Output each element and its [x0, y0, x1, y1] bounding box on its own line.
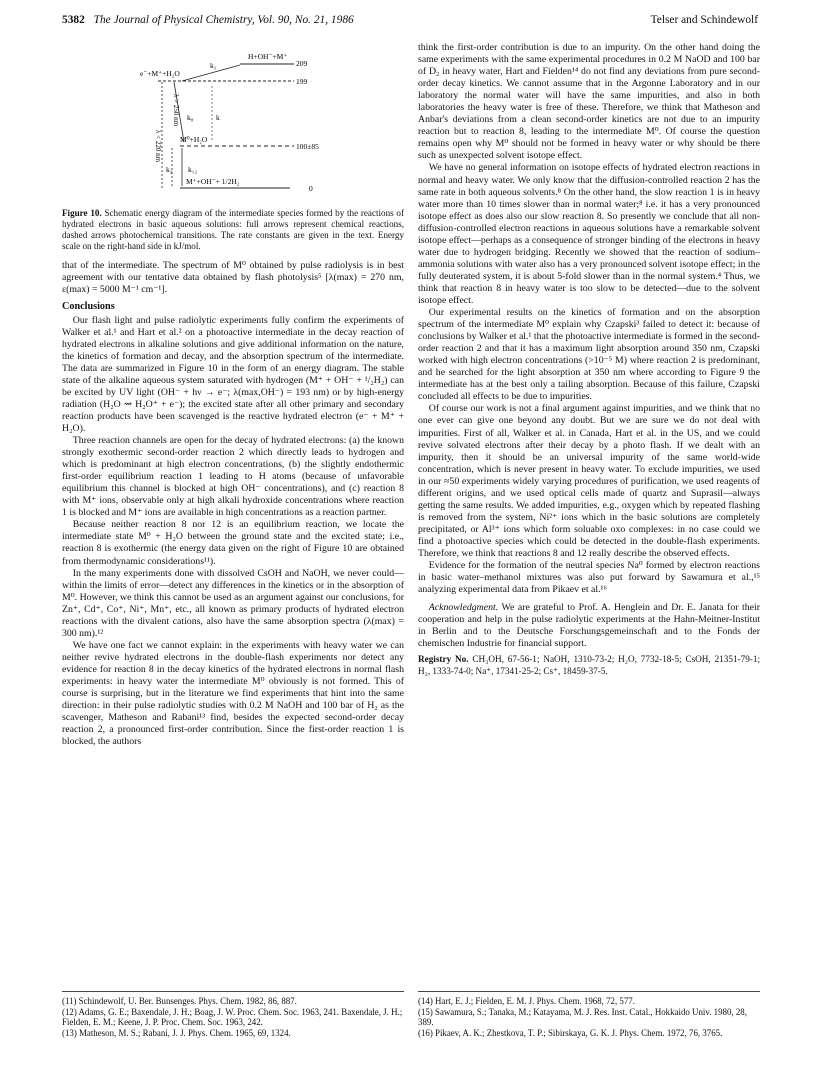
- reference-item: (13) Matheson, M. S.; Rabani, J. J. Phys. Chem. 1965, 69, 1324.: [62, 1027, 291, 1038]
- label-mid-species: M⁰+H₂O: [180, 135, 208, 144]
- label-second-value: 199: [296, 77, 308, 86]
- reference-item: (11) Schindewolf, U. Ber. Bunsenges. Phys. Chem. 1982, 86, 887.: [62, 996, 297, 1006]
- reference-item: (16) Pikaev, A. K.; Zhestkova, T. P.; Sibirskaya, G. K. J. Phys. Chem. 1972, 76, 3765.: [418, 1027, 723, 1038]
- label-k8: k₈: [187, 113, 194, 122]
- registry-numbers: [418, 654, 760, 676]
- registry-text: CH₃OH, 67-56-1; NaOH, 1310-73-2; H₂O, 7732-18-5; CsOH, 21351-79-1; H₂, 1333-74-0; Na⁺, 17341-25-2; Cs⁺, 18459-37-5.: [418, 654, 760, 676]
- label-kx: k: [216, 113, 220, 122]
- acknowledgment: [418, 602, 760, 650]
- paragraph: think the first-order contribution is due to an impurity. On the other hand doing the same experiments with the same experimental procedures in 0.2 M NaOD and 100 bar of D₂ in heavy water, Hart and Fielden¹⁴ do not find any deviations from pure second-order decay kinetics. We cannot assume that in the Argonne Laboratory and in our laboratory the normal water will have the same impurities, and also in both laboratories the heavy water is free of these. Therefore, we think that Matheson and Anbar's deviations from a clean second-order kinetics are not due to an impurity reaction but to reaction 8, leading to the intermediate M⁰. Of course the question remains open why M⁰ should not be formed in heavy water or why should be there such as unexpected solvent isotope effect.: [418, 42, 760, 162]
- reference-item: (12) Adams, G. E.; Baxendale, J. H.; Boag, J. W. Proc. Chem. Soc. 1963, 241. Baxendale, J. H.; Fielden, E. M.; Keene, J. P. Proc. Chem. Soc. 1963, 242.: [62, 1006, 403, 1028]
- header-authors: Telser and Schindewolf: [650, 14, 758, 26]
- paragraph: We have one fact we cannot explain: in the experiments with heavy water we can neither revive hydrated electrons in the double-flash experiments nor detect any evidence for reaction 8 in the decay kinetics of the hydrated electrons in normal flash experiments: in heavy water the intermediate M⁰ obviously is not formed. This of course is surprising, but in the literature we find experiments that hint into the same direction: in their pulse radiolytic studies with 0.2 M NaOH and 100 bar of H₂ as the scavenger, Matheson and Rabani¹³ find, besides the expected second-order decay reaction 2, a pronounced first-order contribution. Since the first-order reaction 1 is blocked, the authors: [62, 639, 404, 748]
- figure-caption: [62, 208, 404, 252]
- right-column: [418, 42, 760, 677]
- paragraph: We have no general information on isotope effects of hydrated electron reactions in normal and heavy water. We only know that the diffusion-controlled reaction 2 has the same rate in both aqueous solvents.⁸ On the other hand, the slow reaction 1 is in heavy water more than 10 times slower than in normal water;⁸ i.e. it has a very pronounced isotope effect as does also our slow reaction 8. So presently we conclude that all non-diffusion-controlled electron reactions in aqueous solutions have a remarkable solvent isotope effect—perhaps as a consequence of stronger binding of the electrons in heavy water due to hydrogen bridging. Recently we showed that the reaction of sodium–ammonia solutions with water also has a very pronounced solvent isotope effect; in the fully deuterated system, it is about 5-fold slower than in the normal system.⁴ Thus, we think that reaction 8 in heavy water is too slow to be detected—due to the solvent isotope effect.: [418, 162, 760, 306]
- energy-diagram-figure: [62, 42, 404, 202]
- paragraph: Our experimental results on the kinetics of formation and on the absorption spectrum of the intermediate M⁰ explain why Czapski³ failed to detect it: because of conclusions by Walker et al.¹ that the photoactive intermediate is formed in the second-order reaction 2 and that it has a maximum light absorption around 350 nm, Czapski worked with high electron concentrations (>10⁻⁵ M) where reaction 2 is predominant, and he searched for the light absorption at 350 nm where according to Figure 9 the intermediate has at the best only a tailing absorption. Because of this failure, Czapski concluded all effects to be due to impurities.: [418, 307, 760, 403]
- left-column: [62, 42, 404, 748]
- page-number: 5382: [62, 14, 85, 26]
- label-wavelength-2: λ < 220 nm: [154, 130, 162, 163]
- label-wavelength-1: λ > 250 nm: [172, 94, 180, 127]
- figure-caption-label: Figure 10.: [62, 208, 102, 218]
- paragraph: Three reaction channels are open for the decay of hydrated electrons: (a) the known strongly exothermic second-order reaction 2 which directly leads to hydrogen and which is predominant at high electron concentrations, (b) the slightly endothermic first-order equilibrium reaction 1 leading to H atoms (because of unfavorable equilibrium this channel is blocked at high OH⁻ concentrations), and (c) reaction 8 with M⁺ ions, observable only at high alkali hydroxide concentrations where reaction 1 is blocked and M⁺ ions are available in high concentrations as a reaction partner.: [62, 435, 404, 519]
- label-electron-species: e⁻+M⁺+H₂O: [140, 69, 180, 78]
- reference-item: (14) Hart, E. J.; Fielden, E. M. J. Phys. Chem. 1968, 72, 577.: [418, 996, 635, 1006]
- references-left: [62, 991, 404, 1038]
- energy-diagram: [62, 42, 404, 202]
- running-header: [62, 14, 758, 32]
- label-top-species: H+OH⁻+M⁺: [248, 52, 288, 61]
- paragraph: Our flash light and pulse radiolytic experiments fully confirm the experiments of Walker et al.¹ and Hart et al.² on a photoactive intermediate in the decay reaction of hydrated electrons in alkaline solutions and give additional information on the nature, the kinetics of formation and decay, and the absorption spectrum of the intermediate. The data are summarized in Figure 10 in the form of an energy diagram. The stable state of the alkaline aqueous system saturated with hydrogen (M⁺ + OH⁻ + ¹/₂H₂) can be excited by UV light (OH⁻ + hν → e⁻; λ(max,OH⁻) = 193 nm) or by high-energy radiation (H₂O ⇝ H₂O⁺ + e⁻); the excited state after all other primary and secondary reaction products have been scavenged is the reactive hydrated electron (e⁻ + M⁺ + H₂O).: [62, 314, 404, 434]
- section-heading: Conclusions: [62, 300, 115, 312]
- acknowledgment-text: We are grateful to Prof. A. Henglein and Dr. E. Janata for their cooperation and help in the pulse radiolytic experiments at the Hahn-Meitner-Institut in Berlin and to the Deutsche Forschungsgemeinschaft and to the Fonds der chemischen Industrie for financial support.: [418, 602, 760, 650]
- label-k1: k₁: [210, 61, 217, 70]
- label-k12: k₁₂: [188, 165, 197, 174]
- acknowledgment-label: Acknowledgment.: [428, 602, 499, 614]
- label-k2: k₂: [166, 165, 173, 174]
- label-top-value: 209: [296, 59, 308, 68]
- registry-label: Registry No.: [418, 654, 469, 665]
- label-bottom-value: 0: [309, 184, 313, 193]
- footnote-rule: [62, 991, 404, 992]
- paragraph: In the many experiments done with dissolved CsOH and NaOH, we never could—within the limits of error—detect any differences in the kinetics or in the absorption of M⁰. However, we think this cannot be used as an argument against our conclusions, for Zn⁺, Cd⁺, Co⁺, Ni⁺, Mn⁺, etc., all known as primary products of hydrated electron reactions with the divalent cations, also have the same absorption spectra (λ(max) = 300 nm).¹²: [62, 567, 404, 639]
- label-mid-value: 100±85: [296, 142, 319, 151]
- journal-citation: The Journal of Physical Chemistry, Vol. 90, No. 21, 1986: [93, 14, 354, 26]
- paragraph: that of the intermediate. The spectrum of M⁰ obtained by pulse radiolysis is in best agreement with our tentative data obtained by flash photolysis⁵ [λ(max) = 270 nm, ε(max) = 5000 M⁻¹ cm⁻¹].: [62, 260, 404, 296]
- paragraph: Of course our work is not a final argument against impurities, and we think that no one ever can give one beyond any doubt. But we are sure we do not deal with impurities. First of all, Walker et al. in Canada, Hart et al. in the US, and we could revive solvated electrons after their decay by a photo flash. If we dealt with an impurity, then it should be an universal impurity of the same world-wide concentration, which is never present in heavy water. To exclude impurities, we used in our ≈50 experiments widely varying procedures of purification, we used reagents of different origins, and we used optical cells made of quartz and Suprasil—always getting the same results. We added impurities, e.g., oxygen which by repeated flashing is removed from the system, Ni²⁺ ions which in the basic solutions are completely precipitated, or Al³⁺ ions which form soluable oxo complexes: in no case could we find a photoactive species which could be detected in the double-flash experiments. Therefore, we think that reactions 8 and 12 really describe the observed effects.: [418, 403, 760, 559]
- label-bottom-species: M⁺+OH⁻+ 1/2H₂: [186, 177, 240, 186]
- figure-caption-text: Schematic energy diagram of the intermediate species formed by the reactions of hydrated electrons in basic aqueous solutions: full arrows represent chemical reactions, dashed arrows photochemical transitions. The rate constants are given in the text. Energy scale on the right-hand side in kJ/mol.: [62, 208, 404, 252]
- references-right: [418, 991, 760, 1038]
- paragraph: Evidence for the formation of the neutral species Na⁰ formed by electron reactions in basic water–methanol mixtures was also put forward by Sawamura et al.,¹⁵ analyzing experimental data from Pikaev et al.¹⁶: [418, 560, 760, 596]
- paragraph: Because neither reaction 8 nor 12 is an equilibrium reaction, we locate the intermediate state M⁰ + H₂O between the ground state and the excited state; i.e., reaction 8 is exothermic (the energy data given on the right of Figure 10 are obtained from thermodynamic considerations¹¹).: [62, 519, 404, 567]
- footnote-rule: [418, 991, 760, 992]
- reference-item: (15) Sawamura, S.; Tanaka, M.; Katayama, M. J. Res. Inst. Catal., Hokkaido Univ. 1980, 28, 389.: [418, 1006, 747, 1028]
